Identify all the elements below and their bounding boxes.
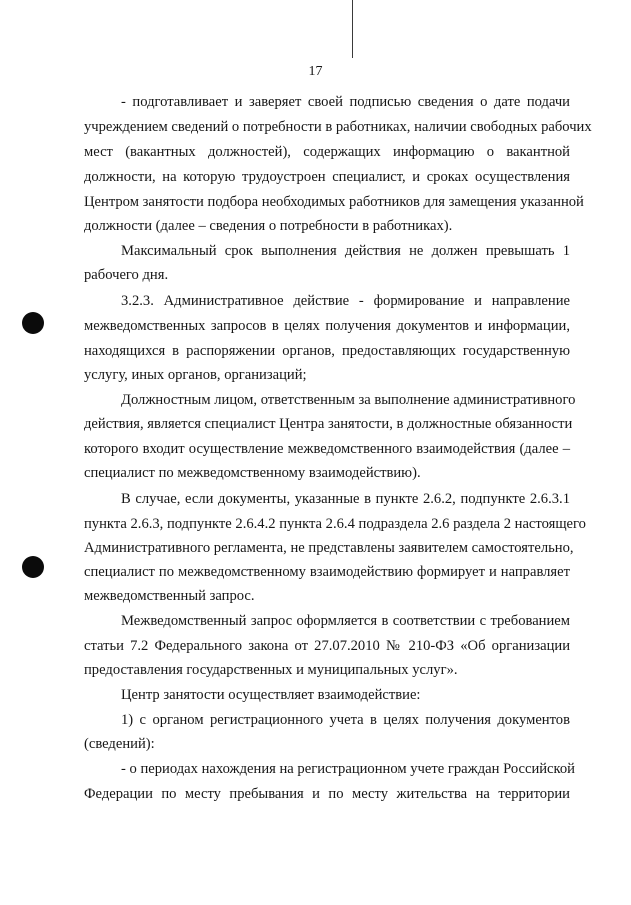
text-line: находящихся в распоряжении органов, предоставляющих государственную <box>84 343 570 359</box>
text-line: которого входит осуществление межведомственного взаимодействия (далее – <box>84 441 570 457</box>
text-line: Административного регламента, не представлены заявителем самостоятельно, <box>84 540 574 556</box>
text-line: В случае, если документы, указанные в пункте 2.6.2, подпункте 2.6.3.1 <box>121 491 570 507</box>
text-line: (сведений): <box>84 736 155 752</box>
text-line: действия, является специалист Центра занятости, в должностные обязанности <box>84 416 573 432</box>
text-line: Центром занятости подбора необходимых работников для замещения указанной <box>84 194 584 210</box>
text-line: межведомственных запросов в целях получения документов и информации, <box>84 318 570 334</box>
text-line: должности (далее – сведения о потребности в работниках). <box>84 218 453 234</box>
text-line: специалист по межведомственному взаимодействию формирует и направляет <box>84 564 570 580</box>
punch-hole-bottom <box>22 556 44 578</box>
text-line: учреждением сведений о потребности в работниках, наличии свободных рабочих <box>84 119 592 135</box>
text-line: Максимальный срок выполнения действия не должен превышать 1 <box>121 243 570 259</box>
text-line: - подготавливает и заверяет своей подписью сведения о дате подачи <box>121 94 570 110</box>
text-line: предоставления государственных и муниципальных услуг». <box>84 662 458 678</box>
text-line: рабочего дня. <box>84 267 169 283</box>
text-line: Межведомственный запрос оформляется в соответствии с требованием <box>121 613 570 629</box>
text-line: 3.2.3. Административное действие - формирование и направление <box>121 293 570 309</box>
text-line: Должностным лицом, ответственным за выполнение административного <box>121 392 576 408</box>
text-line: услугу, иных органов, организаций; <box>84 367 307 383</box>
text-line: Центр занятости осуществляет взаимодействие: <box>121 687 421 703</box>
text-line: Федерации по месту пребывания и по месту жительства на территории <box>84 786 570 802</box>
text-line: межведомственный запрос. <box>84 588 255 604</box>
text-line: пункта 2.6.3, подпункте 2.6.4.2 пункта 2.6.4 подраздела 2.6 раздела 2 настоящего <box>84 516 586 532</box>
text-line: 1) с органом регистрационного учета в целях получения документов <box>121 712 570 728</box>
page-number: 17 <box>308 64 323 79</box>
text-line: специалист по межведомственному взаимодействию). <box>84 465 421 481</box>
text-line: - о периодах нахождения на регистрационном учете граждан Российской <box>121 761 575 777</box>
text-line: статьи 7.2 Федерального закона от 27.07.2010 № 210-ФЗ «Об организации <box>84 638 570 654</box>
punch-hole-top <box>22 312 44 334</box>
binder-margin-line <box>352 0 353 58</box>
text-line: мест (вакантных должностей), содержащих информацию о вакантной <box>84 144 570 160</box>
text-line: должности, на которую трудоустроен специалист, и сроках осуществления <box>84 169 570 185</box>
